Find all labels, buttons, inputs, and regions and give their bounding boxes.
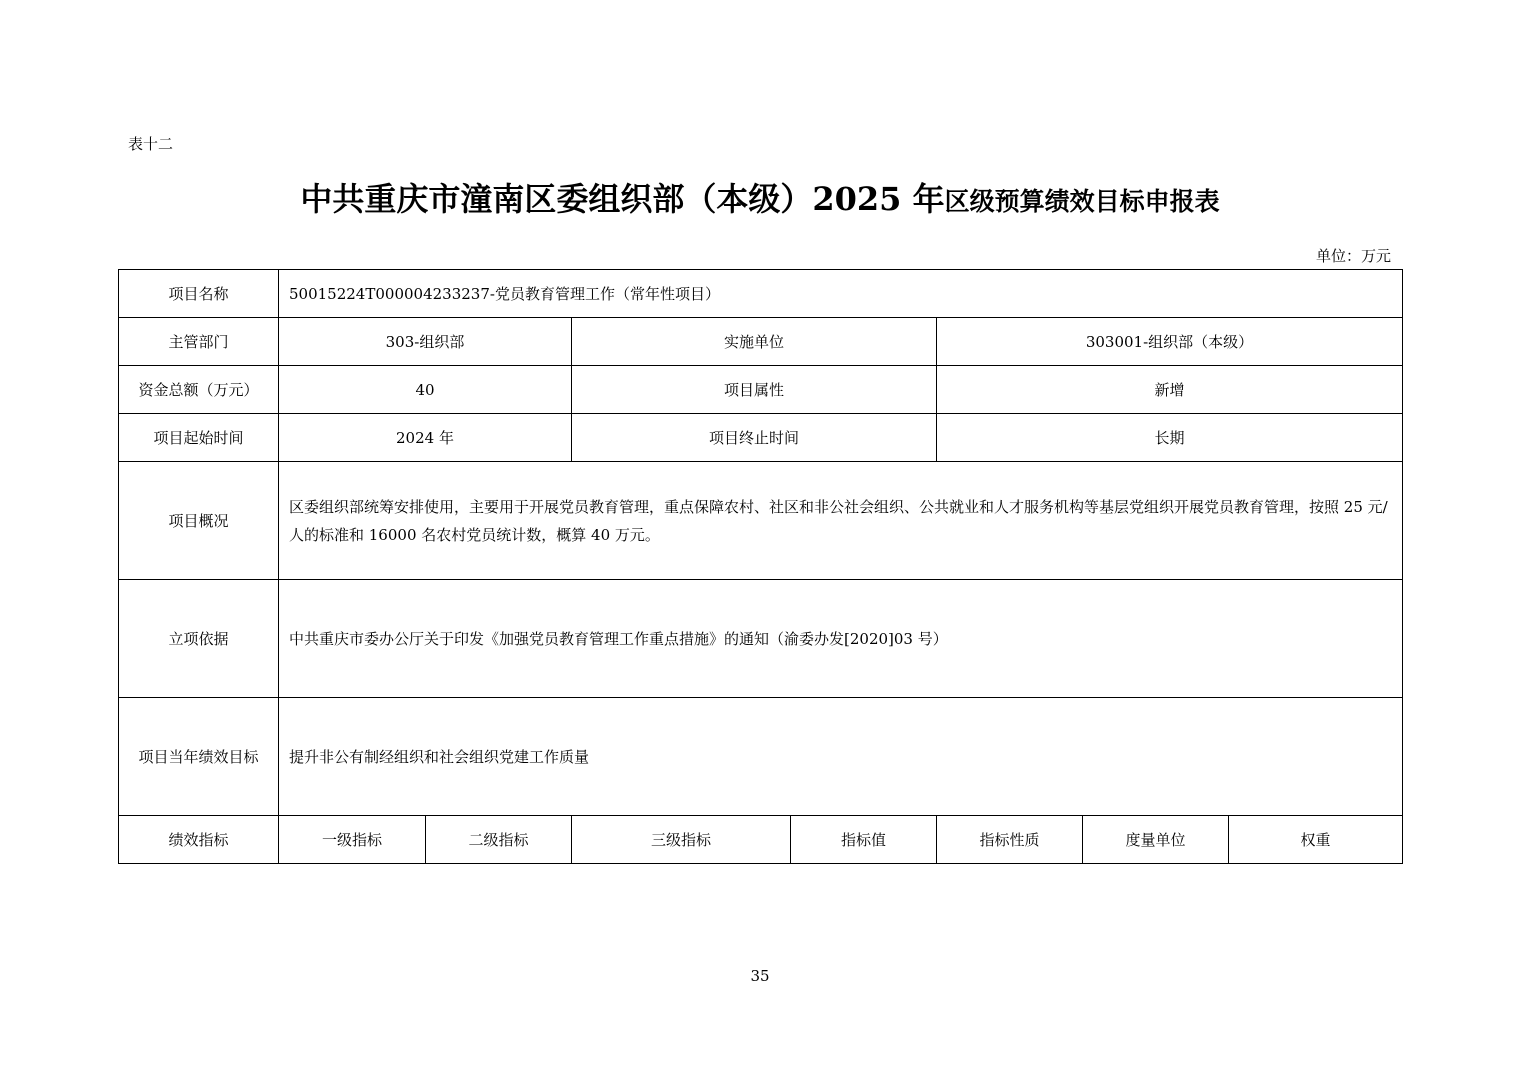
table-row: [119, 318, 1403, 366]
fund-value: 40: [279, 366, 572, 414]
impl-unit-label: 实施单位: [572, 318, 937, 366]
start-label: 项目起始时间: [119, 414, 279, 462]
budget-table: [118, 269, 1403, 864]
indicator-header-cell: 指标性质: [937, 816, 1083, 864]
unit-label: 单位：万元: [1315, 247, 1391, 265]
indicator-header-cell: 绩效指标: [119, 816, 279, 864]
indicator-header-cell: 权重: [1229, 816, 1403, 864]
goal-label: 项目当年绩效目标: [119, 698, 279, 816]
overview-value: 区委组织部统筹安排使用，主要用于开展党员教育管理，重点保障农村、社区和非公社会组织、公共就业和人才服务机构等基层党组织开展党员教育管理，按照 25 元/人的标准和 16000 名农村党员统计数，概算 40 万元。: [279, 462, 1403, 580]
table-number: 表十二: [128, 135, 174, 153]
table-row: [119, 366, 1403, 414]
indicator-header-cell: 二级指标: [426, 816, 572, 864]
indicator-header-cell: 指标值: [791, 816, 937, 864]
indicator-header-cell: 三级指标: [572, 816, 791, 864]
table-row: [119, 698, 1403, 816]
table-row: [119, 462, 1403, 580]
start-value: 2024 年: [279, 414, 572, 462]
basis-value: 中共重庆市委办公厅关于印发《加强党员教育管理工作重点措施》的通知（渝委办发[2020]03 号）: [279, 580, 1403, 698]
table-row: [119, 580, 1403, 698]
goal-value: 提升非公有制经组织和社会组织党建工作质量: [279, 698, 1403, 816]
title-sub: 区级预算绩效目标申报表: [944, 187, 1220, 216]
end-value: 长期: [937, 414, 1403, 462]
table-row: [119, 270, 1403, 318]
table-row: [119, 414, 1403, 462]
attr-value: 新增: [937, 366, 1403, 414]
overview-label: 项目概况: [119, 462, 279, 580]
end-label: 项目终止时间: [572, 414, 937, 462]
fund-label: 资金总额（万元）: [119, 366, 279, 414]
page-title: [0, 174, 1520, 220]
project-name-label: 项目名称: [119, 270, 279, 318]
page-number: 35: [750, 967, 770, 985]
dept-label: 主管部门: [119, 318, 279, 366]
attr-label: 项目属性: [572, 366, 937, 414]
dept-value: 303-组织部: [279, 318, 572, 366]
indicator-header-cell: 一级指标: [279, 816, 426, 864]
impl-unit-value: 303001-组织部（本级）: [937, 318, 1403, 366]
indicator-header-cell: 度量单位: [1083, 816, 1229, 864]
indicator-header-row: [119, 816, 1403, 864]
title-main: 中共重庆市潼南区委组织部（本级）2025 年: [300, 180, 945, 218]
basis-label: 立项依据: [119, 580, 279, 698]
project-name-value: 50015224T000004233237-党员教育管理工作（常年性项目）: [279, 270, 1403, 318]
